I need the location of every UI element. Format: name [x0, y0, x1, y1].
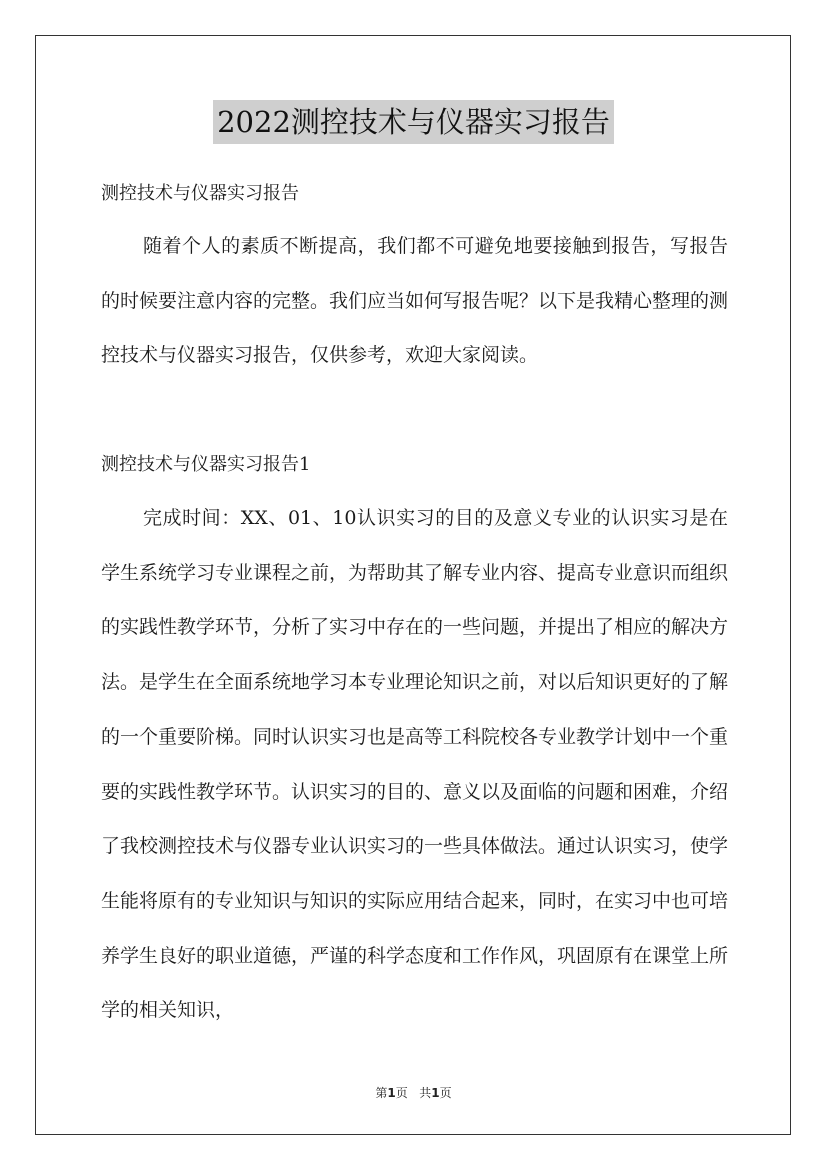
section-1-paragraph: 完成时间：XX、01、10认识实习的目的及意义专业的认识实习是在学生系统学习专业课程之前，为帮助其了解专业内容、提高专业意识而组织的实践性教学环节，分析了实习中存在的一些问题，并提出了相应的解决方法。是学生在全面系统地学习本专业理论知识之前，对以后知识更好的了解的一个重要阶梯。同时认识实习也是高等工科院校各专业教学计划中一个重要的实践性教学环节。认识实习的目的、意义以及面临的问题和困难，介绍了我校测控技术与仪器专业认识实习的一些具体做法。通过认识实习，使学生能将原有的专业知识与知识的实际应用结合起来，同时，在实习中也可培养学生良好的职业道德，严谨的科学态度和工作作风，巩固原有在课堂上所学的相关知识，: [101, 507, 729, 1022]
footer-total-prefix: 共: [419, 1086, 432, 1100]
footer-page-suffix: 页: [395, 1086, 408, 1100]
footer-total-suffix: 页: [439, 1086, 452, 1100]
title-container: [0, 100, 827, 144]
intro-paragraph: 随着个人的素质不断提高，我们都不可避免地要接触到报告，写报告的时候要注意内容的完整。我们应当如何写报告呢？以下是我精心整理的测控技术与仪器实习报告，仅供参考，欢迎大家阅读。: [101, 235, 729, 367]
footer-total-number: 1: [431, 1086, 440, 1100]
section-1-heading: 测控技术与仪器实习报告1: [101, 454, 311, 475]
document-title: 2022测控技术与仪器实习报告: [213, 100, 614, 144]
footer-page-number: 1: [387, 1086, 396, 1100]
page-footer: [0, 1085, 827, 1101]
footer-page-prefix: 第: [375, 1086, 388, 1100]
document-subtitle: 测控技术与仪器实习报告: [101, 183, 299, 204]
